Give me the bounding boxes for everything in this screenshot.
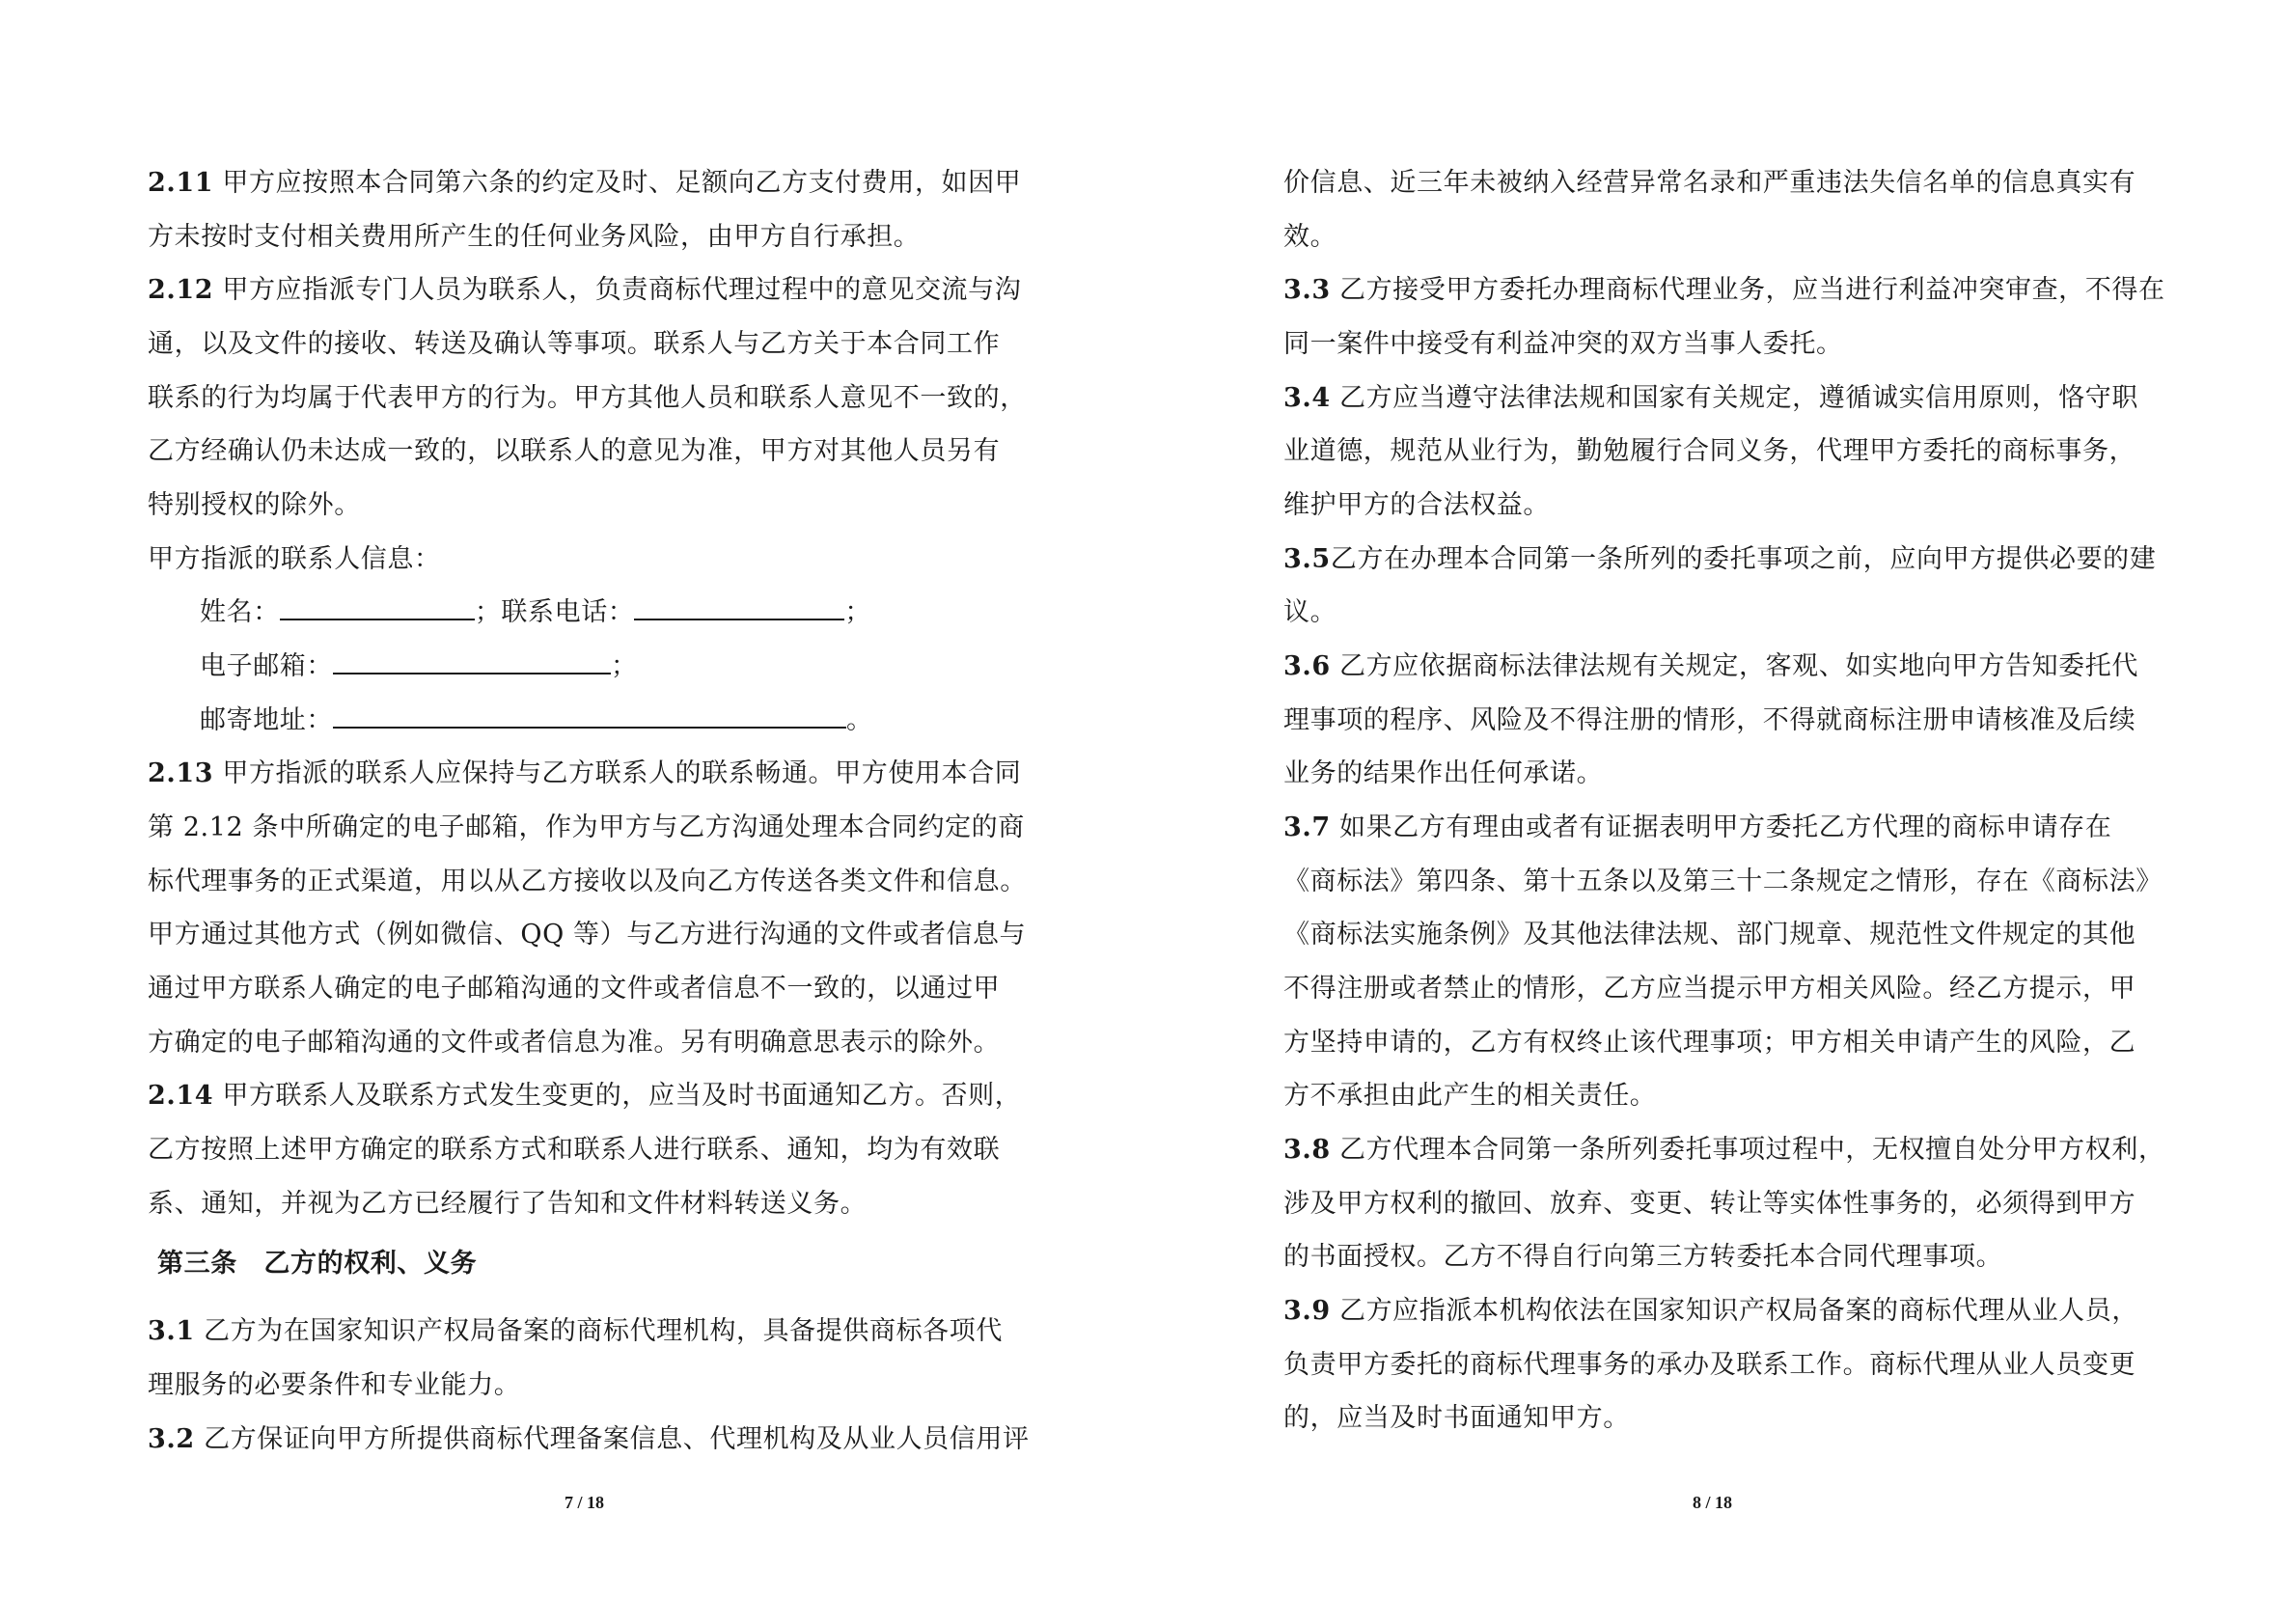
para-3-3-line-2: 同一案件中接受有利益冲突的双方当事人委托。 (1283, 329, 1843, 359)
para-3-3-line-1 (1283, 271, 2165, 310)
para-2-14-line-1 (148, 1077, 1021, 1115)
clause-text: 甲方指派的联系人应保持与乙方联系人的联系畅通。甲方使用本合同 (222, 758, 1022, 788)
para-3-6-line-3: 业务的结果作出任何承诺。 (1283, 758, 1604, 788)
contact-email-line (200, 647, 638, 686)
clause-text: 如果乙方有理由或者有证据表明甲方委托乙方代理的商标申请存在 (1338, 812, 2112, 842)
para-3-7-line-4: 不得注册或者禁止的情形，乙方应当提示甲方相关风险。经乙方提示，甲 (1283, 974, 2136, 1004)
clause-number: 3.9 (1283, 1296, 1331, 1326)
clause-number: 3.8 (1283, 1135, 1331, 1165)
clause-number: 2.14 (148, 1081, 214, 1111)
contact-info-heading: 甲方指派的联系人信息： (148, 544, 441, 574)
para-2-12-line-3: 联系的行为均属于代表甲方的行为。甲方其他人员和联系人意见不一致的， (148, 383, 1027, 413)
clause-text: 甲方应指派专门人员为联系人，负责商标代理过程中的意见交流与沟 (222, 275, 1022, 305)
para-2-12-line-5: 特别授权的除外。 (148, 490, 361, 520)
para-3-8-line-2: 涉及甲方权利的撤回、放弃、变更、转让等实体性事务的，必须得到甲方 (1283, 1189, 2136, 1219)
para-2-11-line-2: 方未按时支付相关费用所产生的任何业务风险，由甲方自行承担。 (148, 222, 921, 252)
para-3-4-line-3: 维护甲方的合法权益。 (1283, 490, 1550, 520)
clause-number: 2.13 (148, 758, 214, 788)
email-label: 电子邮箱： (200, 651, 333, 681)
clause-number: 3.6 (1283, 651, 1331, 681)
clause-number: 2.12 (148, 275, 214, 305)
para-2-12-line-2: 通，以及文件的接收、转送及确认等事项。联系人与乙方关于本合同工作 (148, 329, 1001, 359)
clause-text: 甲方联系人及联系方式发生变更的，应当及时书面通知乙方。否则， (222, 1081, 1022, 1111)
para-2-13-line-1 (148, 755, 1021, 793)
para-3-7-line-6: 方不承担由此产生的相关责任。 (1283, 1081, 1657, 1111)
name-blank (280, 593, 475, 620)
section-heading-article-3: 第三条 乙方的权利、义务 (157, 1249, 478, 1279)
para-2-12-line-4: 乙方经确认仍未达成一致的，以联系人的意见为准，甲方对其他人员另有 (148, 436, 1001, 466)
para-3-9-line-1 (1283, 1292, 2138, 1331)
para-3-7-line-3: 《商标法实施条例》及其他法律法规、部门规章、规范性文件规定的其他 (1283, 920, 2136, 950)
clause-text: 乙方应指派本机构依法在国家知识产权局备案的商标代理从业人员， (1338, 1296, 2138, 1326)
clause-text: 乙方代理本合同第一条所列委托事项过程中，无权擅自处分甲方权利， (1338, 1135, 2165, 1165)
clause-text: 乙方保证向甲方所提供商标代理备案信息、代理机构及从业人员信用评 (203, 1424, 1030, 1454)
page-number: 8 / 18 (1693, 1493, 1733, 1512)
clause-number: 3.2 (148, 1424, 195, 1454)
para-3-7-line-5: 方坚持申请的，乙方有权终止该代理事项；甲方相关申请产生的风险，乙 (1283, 1028, 2136, 1058)
clause-text: 甲方应按照本合同第六条的约定及时、足额向乙方支付费用，如因甲 (222, 168, 1022, 198)
para-2-14-line-3: 系、通知，并视为乙方已经履行了告知和文件材料转送义务。 (148, 1189, 868, 1219)
email-blank (333, 647, 611, 674)
clause-text: 乙方应当遵守法律法规和国家有关规定，遵循诚实信用原则，恪守职 (1338, 383, 2138, 413)
para-3-4-line-1 (1283, 379, 2138, 418)
clause-number: 3.1 (148, 1316, 195, 1346)
phone-blank (634, 593, 844, 620)
contact-address-line (200, 702, 873, 740)
clause-number: 2.11 (148, 168, 214, 198)
name-label: 姓名： (200, 597, 280, 627)
clause-text: 乙方为在国家知识产权局备案的商标代理机构，具备提供商标各项代 (203, 1316, 1003, 1346)
para-2-12-line-1 (148, 271, 1021, 310)
para-3-1-line-1 (148, 1312, 1003, 1351)
clause-text: 乙方在办理本合同第一条所列的委托事项之前，应向甲方提供必要的建 (1330, 544, 2157, 574)
para-3-8-line-1 (1283, 1131, 2165, 1170)
clause-number: 3.4 (1283, 383, 1331, 413)
clause-text: 乙方接受甲方委托办理商标代理业务，应当进行利益冲突审查，不得在 (1338, 275, 2165, 305)
para-2-11-line-1 (148, 164, 1021, 203)
para-2-13-line-6: 方确定的电子邮箱沟通的文件或者信息为准。另有明确意思表示的除外。 (148, 1028, 1001, 1058)
para-3-6-line-1 (1283, 647, 2138, 686)
para-2-14-line-2: 乙方按照上述甲方确定的联系方式和联系人进行联系、通知，均为有效联 (148, 1135, 1001, 1165)
para-2-13-line-4: 甲方通过其他方式（例如微信、QQ 等）与乙方进行沟通的文件或者信息与 (148, 920, 1027, 950)
period: 。 (846, 705, 873, 735)
para-3-2-line-3: 效。 (1283, 222, 1337, 252)
contact-name-phone-line (200, 593, 871, 632)
para-3-9-line-2: 负责甲方委托的商标代理事务的承办及联系工作。商标代理从业人员变更 (1283, 1350, 2136, 1380)
para-3-7-line-1 (1283, 809, 2111, 847)
para-3-7-line-2: 《商标法》第四条、第十五条以及第三十二条规定之情形，存在《商标法》 (1283, 867, 2163, 896)
para-2-13-line-2: 第 2.12 条中所确定的电子邮箱，作为甲方与乙方沟通处理本合同约定的商 (148, 812, 1025, 842)
para-3-1-line-2: 理服务的必要条件和专业能力。 (148, 1370, 521, 1400)
para-3-6-line-2: 理事项的程序、风险及不得注册的情形，不得就商标注册申请核准及后续 (1283, 705, 2136, 735)
para-3-9-line-3: 的，应当及时书面通知甲方。 (1283, 1403, 1630, 1433)
para-2-13-line-5: 通过甲方联系人确定的电子邮箱沟通的文件或者信息不一致的，以通过甲 (148, 974, 1001, 1004)
para-3-4-line-2: 业道德，规范从业行为，勤勉履行合同义务，代理甲方委托的商标事务， (1283, 436, 2136, 466)
clause-number: 3.7 (1283, 812, 1331, 842)
phone-label: ；联系电话： (474, 597, 635, 627)
clause-number: 3.5 (1283, 544, 1331, 574)
para-3-2-line-2: 价信息、近三年未被纳入经营异常名录和严重违法失信名单的信息真实有 (1283, 168, 2136, 198)
para-3-5-line-2: 议。 (1283, 597, 1337, 627)
semicolon: ； (844, 597, 872, 627)
address-blank (333, 702, 846, 729)
clause-text: 乙方应依据商标法律法规有关规定，客观、如实地向甲方告知委托代 (1338, 651, 2138, 681)
semicolon: ； (611, 651, 638, 681)
address-label: 邮寄地址： (200, 705, 333, 735)
para-3-2-line-1 (148, 1420, 1030, 1459)
para-2-13-line-3: 标代理事务的正式渠道，用以从乙方接收以及向乙方传送各类文件和信息。 (148, 867, 1027, 896)
para-3-8-line-3: 的书面授权。乙方不得自行向第三方转委托本合同代理事项。 (1283, 1242, 2003, 1272)
page-8 (1144, 0, 2287, 1624)
clause-number: 3.3 (1283, 275, 1331, 305)
page-number: 7 / 18 (565, 1493, 605, 1512)
para-3-5-line-1 (1283, 540, 2156, 579)
